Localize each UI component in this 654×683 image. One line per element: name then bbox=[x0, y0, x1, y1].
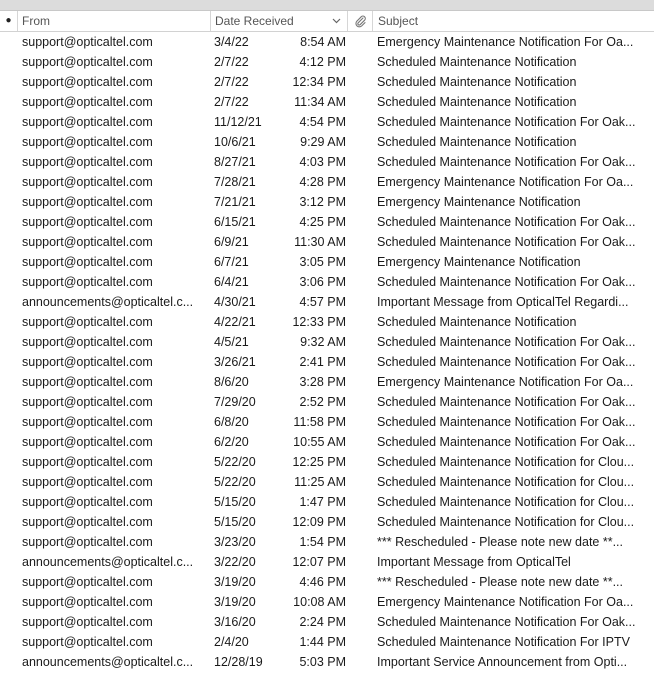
message-row[interactable] bbox=[0, 112, 654, 132]
message-date: 5/22/20 bbox=[214, 455, 256, 469]
message-date: 5/15/20 bbox=[214, 495, 256, 509]
message-subject: Scheduled Maintenance Notification bbox=[377, 55, 577, 69]
message-row[interactable] bbox=[0, 52, 654, 72]
unread-column-header[interactable]: ● bbox=[0, 11, 18, 31]
message-from: support@opticaltel.com bbox=[22, 95, 153, 109]
message-time: 1:47 PM bbox=[299, 495, 346, 509]
message-from: support@opticaltel.com bbox=[22, 315, 153, 329]
message-date: 3/4/22 bbox=[214, 35, 249, 49]
message-from: support@opticaltel.com bbox=[22, 635, 153, 649]
message-time: 4:12 PM bbox=[299, 55, 346, 69]
message-from: announcements@opticaltel.c... bbox=[22, 655, 194, 669]
message-subject: Scheduled Maintenance Notification For IPTV bbox=[377, 635, 630, 649]
message-from: support@opticaltel.com bbox=[22, 395, 153, 409]
attachment-column-header[interactable] bbox=[348, 11, 373, 31]
message-from: support@opticaltel.com bbox=[22, 355, 153, 369]
message-subject: Emergency Maintenance Notification bbox=[377, 195, 581, 209]
message-subject: Scheduled Maintenance Notification For Oak... bbox=[377, 335, 636, 349]
message-row[interactable] bbox=[0, 152, 654, 172]
message-time: 11:30 AM bbox=[294, 235, 346, 249]
message-row[interactable] bbox=[0, 312, 654, 332]
message-from: support@opticaltel.com bbox=[22, 535, 153, 549]
message-date: 7/29/20 bbox=[214, 395, 256, 409]
message-row[interactable] bbox=[0, 632, 654, 652]
message-date: 6/9/21 bbox=[214, 235, 249, 249]
message-subject: *** Rescheduled - Please note new date **... bbox=[377, 575, 623, 589]
message-time: 11:34 AM bbox=[294, 95, 346, 109]
message-subject: Scheduled Maintenance Notification bbox=[377, 315, 577, 329]
message-subject: Scheduled Maintenance Notification For Oak... bbox=[377, 155, 636, 169]
message-subject: Scheduled Maintenance Notification bbox=[377, 95, 577, 109]
message-row[interactable] bbox=[0, 592, 654, 612]
message-row[interactable] bbox=[0, 192, 654, 212]
paperclip-icon bbox=[354, 14, 367, 28]
message-time: 4:46 PM bbox=[299, 575, 346, 589]
date-received-column-header[interactable] bbox=[211, 11, 348, 31]
message-date: 5/22/20 bbox=[214, 475, 256, 489]
message-from: support@opticaltel.com bbox=[22, 215, 153, 229]
message-subject: Emergency Maintenance Notification For Oa... bbox=[377, 175, 634, 189]
message-date: 4/30/21 bbox=[214, 295, 256, 309]
message-time: 4:54 PM bbox=[299, 115, 346, 129]
message-row[interactable] bbox=[0, 292, 654, 312]
message-subject: Scheduled Maintenance Notification for Clou... bbox=[377, 455, 635, 469]
message-subject: Scheduled Maintenance Notification bbox=[377, 75, 577, 89]
message-date: 3/23/20 bbox=[214, 535, 256, 549]
message-from: support@opticaltel.com bbox=[22, 115, 153, 129]
message-date: 8/6/20 bbox=[214, 375, 249, 389]
message-from: support@opticaltel.com bbox=[22, 615, 153, 629]
message-subject: Scheduled Maintenance Notification for Clou... bbox=[377, 495, 635, 509]
message-date: 11/12/21 bbox=[214, 115, 262, 129]
message-time: 12:07 PM bbox=[292, 555, 346, 569]
column-header bbox=[0, 11, 654, 32]
message-row[interactable] bbox=[0, 32, 654, 52]
message-subject: Important Message from OpticalTel Regardi... bbox=[377, 295, 629, 309]
message-from: support@opticaltel.com bbox=[22, 35, 153, 49]
message-subject: Scheduled Maintenance Notification For Oak... bbox=[377, 115, 636, 129]
message-date: 2/7/22 bbox=[214, 55, 249, 69]
message-from: support@opticaltel.com bbox=[22, 435, 153, 449]
message-row[interactable] bbox=[0, 92, 654, 112]
message-row[interactable] bbox=[0, 352, 654, 372]
message-time: 3:12 PM bbox=[299, 195, 346, 209]
message-time: 4:28 PM bbox=[299, 175, 346, 189]
message-row[interactable] bbox=[0, 232, 654, 252]
message-date: 3/22/20 bbox=[214, 555, 256, 569]
message-row[interactable] bbox=[0, 372, 654, 392]
message-date: 3/19/20 bbox=[214, 575, 256, 589]
message-time: 12:33 PM bbox=[292, 315, 346, 329]
window-top-bar bbox=[0, 0, 654, 11]
message-date: 3/19/20 bbox=[214, 595, 256, 609]
message-time: 1:54 PM bbox=[299, 535, 346, 549]
message-from: support@opticaltel.com bbox=[22, 55, 153, 69]
message-time: 2:52 PM bbox=[299, 395, 346, 409]
message-row[interactable] bbox=[0, 72, 654, 92]
message-from: support@opticaltel.com bbox=[22, 375, 153, 389]
message-from: support@opticaltel.com bbox=[22, 175, 153, 189]
message-time: 12:34 PM bbox=[292, 75, 346, 89]
message-from: support@opticaltel.com bbox=[22, 235, 153, 249]
message-subject: Scheduled Maintenance Notification For Oak... bbox=[377, 215, 636, 229]
message-subject: Scheduled Maintenance Notification For Oak... bbox=[377, 235, 636, 249]
message-row[interactable] bbox=[0, 512, 654, 532]
message-subject: Scheduled Maintenance Notification For Oak... bbox=[377, 435, 636, 449]
chevron-down-icon bbox=[332, 16, 341, 25]
message-date: 12/28/19 bbox=[214, 655, 263, 669]
message-date: 6/8/20 bbox=[214, 415, 249, 429]
message-date: 2/7/22 bbox=[214, 75, 249, 89]
message-date: 6/15/21 bbox=[214, 215, 256, 229]
message-time: 4:03 PM bbox=[299, 155, 346, 169]
message-row[interactable] bbox=[0, 492, 654, 512]
date-received-label: Date Received bbox=[215, 14, 294, 28]
message-subject: Scheduled Maintenance Notification For Oak... bbox=[377, 275, 636, 289]
message-subject: Scheduled Maintenance Notification For Oak... bbox=[377, 355, 636, 369]
message-date: 5/15/20 bbox=[214, 515, 256, 529]
message-time: 4:25 PM bbox=[299, 215, 346, 229]
message-date: 2/7/22 bbox=[214, 95, 249, 109]
message-list bbox=[0, 32, 654, 672]
message-time: 3:06 PM bbox=[299, 275, 346, 289]
message-time: 1:44 PM bbox=[299, 635, 346, 649]
message-time: 9:29 AM bbox=[300, 135, 346, 149]
message-date: 8/27/21 bbox=[214, 155, 256, 169]
message-from: support@opticaltel.com bbox=[22, 275, 153, 289]
message-date: 2/4/20 bbox=[214, 635, 249, 649]
subject-column-header[interactable]: Subject bbox=[378, 14, 419, 28]
message-from: support@opticaltel.com bbox=[22, 595, 153, 609]
message-time: 9:32 AM bbox=[300, 335, 346, 349]
message-date: 4/5/21 bbox=[214, 335, 249, 349]
message-from: support@opticaltel.com bbox=[22, 75, 153, 89]
message-row[interactable] bbox=[0, 252, 654, 272]
message-subject: Scheduled Maintenance Notification For Oak... bbox=[377, 415, 636, 429]
message-row[interactable] bbox=[0, 652, 654, 672]
message-from: support@opticaltel.com bbox=[22, 515, 153, 529]
message-from: announcements@opticaltel.c... bbox=[22, 295, 194, 309]
message-from: announcements@opticaltel.c... bbox=[22, 555, 194, 569]
from-column-header[interactable]: From bbox=[18, 11, 211, 31]
message-row[interactable] bbox=[0, 572, 654, 592]
message-subject: Emergency Maintenance Notification For Oa... bbox=[377, 375, 634, 389]
message-date: 3/26/21 bbox=[214, 355, 256, 369]
message-date: 7/21/21 bbox=[214, 195, 256, 209]
message-time: 4:57 PM bbox=[299, 295, 346, 309]
message-time: 12:09 PM bbox=[292, 515, 346, 529]
message-subject: Important Message from OpticalTel bbox=[377, 555, 571, 569]
message-subject: Emergency Maintenance Notification For Oa... bbox=[377, 595, 634, 609]
message-row[interactable] bbox=[0, 172, 654, 192]
message-time: 10:08 AM bbox=[293, 595, 346, 609]
message-time: 11:25 AM bbox=[294, 475, 346, 489]
message-row[interactable] bbox=[0, 272, 654, 292]
message-time: 12:25 PM bbox=[292, 455, 346, 469]
message-time: 3:05 PM bbox=[299, 255, 346, 269]
message-subject: *** Rescheduled - Please note new date **... bbox=[377, 535, 623, 549]
message-date: 3/16/20 bbox=[214, 615, 256, 629]
message-row[interactable] bbox=[0, 532, 654, 552]
message-time: 2:41 PM bbox=[299, 355, 346, 369]
message-from: support@opticaltel.com bbox=[22, 455, 153, 469]
message-time: 10:55 AM bbox=[293, 435, 346, 449]
message-subject: Emergency Maintenance Notification bbox=[377, 255, 581, 269]
message-from: support@opticaltel.com bbox=[22, 475, 153, 489]
message-time: 2:24 PM bbox=[299, 615, 346, 629]
message-row[interactable] bbox=[0, 212, 654, 232]
message-date: 6/7/21 bbox=[214, 255, 249, 269]
message-date: 10/6/21 bbox=[214, 135, 256, 149]
message-row[interactable] bbox=[0, 452, 654, 472]
message-from: support@opticaltel.com bbox=[22, 495, 153, 509]
message-row[interactable] bbox=[0, 392, 654, 412]
message-from: support@opticaltel.com bbox=[22, 415, 153, 429]
message-subject: Scheduled Maintenance Notification for Clou... bbox=[377, 475, 635, 489]
message-time: 11:58 PM bbox=[293, 415, 346, 429]
message-subject: Scheduled Maintenance Notification For Oak... bbox=[377, 395, 636, 409]
message-row[interactable] bbox=[0, 432, 654, 452]
message-time: 3:28 PM bbox=[299, 375, 346, 389]
message-row[interactable] bbox=[0, 552, 654, 572]
message-date: 6/2/20 bbox=[214, 435, 249, 449]
message-from: support@opticaltel.com bbox=[22, 255, 153, 269]
message-from: support@opticaltel.com bbox=[22, 575, 153, 589]
message-row[interactable] bbox=[0, 412, 654, 432]
message-from: support@opticaltel.com bbox=[22, 195, 153, 209]
message-date: 6/4/21 bbox=[214, 275, 249, 289]
message-from: support@opticaltel.com bbox=[22, 335, 153, 349]
message-row[interactable] bbox=[0, 472, 654, 492]
message-subject: Emergency Maintenance Notification For Oa... bbox=[377, 35, 634, 49]
message-date: 4/22/21 bbox=[214, 315, 256, 329]
message-from: support@opticaltel.com bbox=[22, 155, 153, 169]
message-from: support@opticaltel.com bbox=[22, 135, 153, 149]
message-time: 8:54 AM bbox=[300, 35, 346, 49]
message-row[interactable] bbox=[0, 132, 654, 152]
message-row[interactable] bbox=[0, 332, 654, 352]
message-subject: Scheduled Maintenance Notification bbox=[377, 135, 577, 149]
message-time: 5:03 PM bbox=[299, 655, 346, 669]
message-subject: Scheduled Maintenance Notification for Clou... bbox=[377, 515, 635, 529]
message-row[interactable] bbox=[0, 612, 654, 632]
message-subject: Scheduled Maintenance Notification For Oak... bbox=[377, 615, 636, 629]
message-date: 7/28/21 bbox=[214, 175, 256, 189]
message-subject: Important Service Announcement from Opti... bbox=[377, 655, 628, 669]
